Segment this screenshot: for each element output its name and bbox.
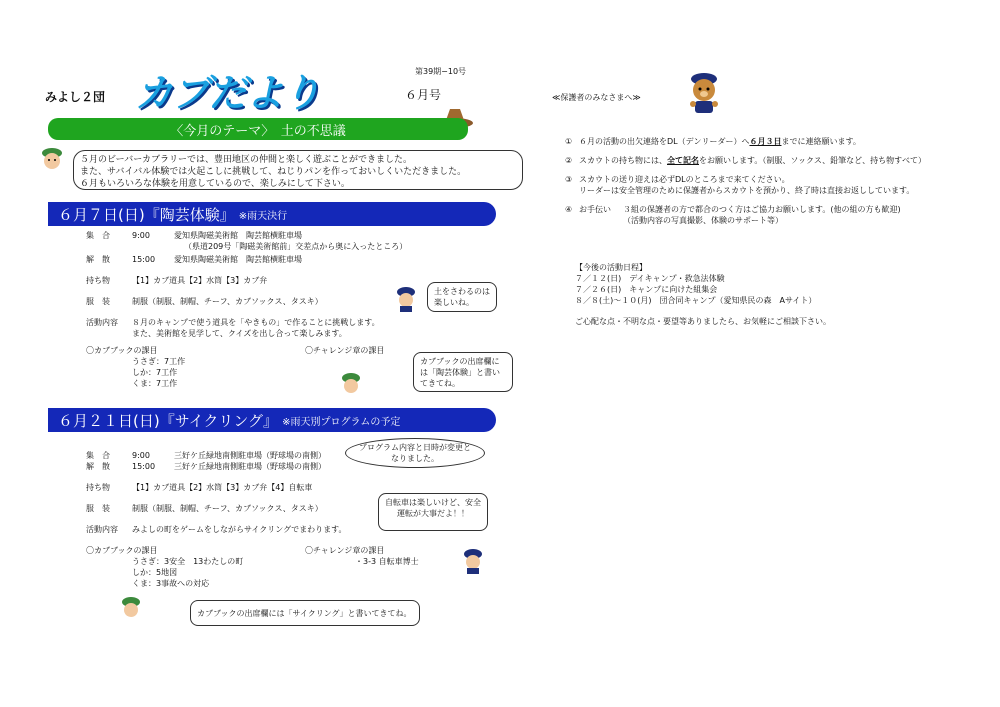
event2-banner bbox=[48, 408, 496, 432]
event2-note: ※雨天別プログラムの予定 bbox=[282, 416, 401, 428]
activity-value: ８月のキャンプで使う道具を「やきもの」で作ることに挑戦します。 bbox=[132, 318, 380, 327]
event1-note: ※雨天決行 bbox=[238, 210, 288, 222]
intro-line: ６月もいろいろな体験を用意しているので、楽しみにして下さい。 bbox=[80, 179, 350, 189]
intro-bubble bbox=[73, 150, 523, 190]
event1-banner bbox=[48, 202, 496, 226]
cubbook-label: 〇カブブックの課目 bbox=[86, 546, 158, 555]
gather-place: 愛知県陶磁美術館 陶芸館横駐車場 bbox=[174, 231, 302, 240]
contact-note: ご心配な点・不明な点・要望等ありましたら、お気軽にご相談下さい。 bbox=[575, 317, 831, 326]
intro-line: ５月のビーバーカブラリーでは、豊田地区の仲間と楽しく遊ぶことができました。 bbox=[80, 155, 413, 165]
dismiss-place: 愛知県陶磁美術館 陶芸館横駐車場 bbox=[174, 255, 302, 264]
note-label: お手伝い bbox=[579, 205, 611, 214]
schedule bbox=[575, 262, 831, 327]
note-emphasis: 全て記名 bbox=[667, 156, 699, 165]
schedule-item: ７／１２(日) デイキャンプ・救急法体験 bbox=[575, 274, 725, 283]
note-text: ６月の活動の出欠連絡をDL（デンリーダー）へ bbox=[579, 137, 750, 146]
note-text: スカウトの送り迎えは必ずDLのところまで来てください。 bbox=[579, 175, 790, 184]
scout-avatar-icon bbox=[462, 548, 484, 574]
dismiss-time: 15:00 bbox=[132, 462, 156, 471]
items-label: 持ち物 bbox=[86, 276, 110, 285]
items-value: 【1】カブ道具【2】水筒【3】カブ弁【4】自転車 bbox=[132, 483, 313, 492]
cubbook-item: うさぎ：3安全 13わたしの町 bbox=[132, 557, 244, 566]
scout-avatar-icon bbox=[340, 372, 362, 398]
activity-value: また、美術館を見学して、クイズを出し合って楽しみます。 bbox=[132, 329, 347, 338]
gather-place: 三好ケ丘緑地南側駐車場（野球場の南側） bbox=[174, 451, 326, 460]
event1-challenge-label: 〇チャレンジ章の課目 bbox=[305, 346, 385, 355]
clothes-label: 服 装 bbox=[86, 504, 110, 513]
gather-label: 集 合 bbox=[86, 451, 110, 460]
note-number: ② bbox=[565, 156, 573, 165]
cubbook-label: 〇カブブックの課目 bbox=[86, 346, 158, 355]
cubbook-item: くま：7工作 bbox=[132, 379, 178, 388]
bubble-write-pottery: カブブックの出席欄には「陶芸体験」と書いてきてね。 bbox=[413, 352, 513, 392]
bubble-bike-safety: 自転車は楽しいけど、安全運転が大事だよ！！ bbox=[378, 493, 488, 531]
event2-details bbox=[86, 450, 426, 535]
gather-time: 9:00 bbox=[132, 451, 150, 460]
event1-details bbox=[86, 230, 446, 339]
bear-mascot-icon bbox=[685, 72, 723, 118]
gather-label: 集 合 bbox=[86, 231, 110, 240]
note-number: ④ bbox=[565, 205, 573, 214]
note-text: （活動内容の写真撮影、体験のサポート等） bbox=[623, 216, 783, 225]
gather-place-note: （県道209号「陶磁美術館前」交差点から奥に入ったところ） bbox=[184, 242, 408, 251]
activity-value: みよしの町をゲームをしながらサイクリングでまわります。 bbox=[132, 525, 347, 534]
items-value: 【1】カブ道具【2】水筒【3】カブ弁 bbox=[132, 276, 268, 285]
change-notice-cloud: プログラム内容と日時が変更となりました。 bbox=[345, 438, 485, 468]
items-label: 持ち物 bbox=[86, 483, 110, 492]
activity-label: 活動内容 bbox=[86, 318, 118, 327]
note-text: リーダーは安全管理のために保護者からスカウトを預かり、終了時は直接お返ししています。 bbox=[579, 186, 915, 195]
cubbook-item: うさぎ：7工作 bbox=[132, 357, 186, 366]
dismiss-label: 解 散 bbox=[86, 255, 110, 264]
dismiss-place: 三好ケ丘緑地南側駐車場（野球場の南側） bbox=[174, 462, 326, 471]
group-name: みよし２団 bbox=[45, 90, 106, 104]
bubble-soil: 土をさわるのは楽しいね。 bbox=[427, 282, 497, 312]
note-number: ① bbox=[565, 137, 573, 146]
activity-label: 活動内容 bbox=[86, 525, 118, 534]
note-number: ③ bbox=[565, 175, 573, 184]
event2-title: ６月２１日(日)『サイクリング』 bbox=[58, 411, 279, 430]
scout-avatar-icon bbox=[40, 146, 64, 174]
schedule-item: ８／８(土)〜１０(月) 団合同キャンプ（愛知県民の森 Aサイト） bbox=[575, 296, 817, 305]
schedule-heading: 【今後の活動日程】 bbox=[575, 263, 647, 272]
dismiss-time: 15:00 bbox=[132, 255, 156, 264]
cubbook-item: くま：3事故への対応 bbox=[132, 579, 210, 588]
note-text: までに連絡願います。 bbox=[781, 137, 861, 146]
note-text: をお願いします。（制服、ソックス、鉛筆など、持ち物すべて） bbox=[699, 156, 926, 165]
event1-title: ６月７日(日)『陶芸体験』 bbox=[58, 205, 235, 224]
event1-cubbook bbox=[86, 345, 185, 389]
note-text: スカウトの持ち物には、 bbox=[579, 156, 667, 165]
cubbook-item: しか：7工作 bbox=[132, 368, 178, 377]
gather-time: 9:00 bbox=[132, 231, 150, 240]
theme-banner: 〈今月のテーマ〉 土の不思議 bbox=[48, 118, 468, 140]
intro-line: また、サバイバル体験では火起こしに挑戦して、ねじりパンを作っておいしくいただきました。 bbox=[80, 167, 467, 177]
event2-challenge bbox=[305, 545, 419, 567]
schedule-item: ７／２６(日) キャンプに向けた組集会 bbox=[575, 285, 718, 294]
scout-avatar-icon bbox=[395, 286, 417, 312]
newsletter-logo: カブだより bbox=[135, 71, 321, 115]
clothes-value: 制服（制服、制帽、チーフ、カブソックス、タスキ） bbox=[132, 504, 323, 513]
parents-heading: ≪保護者のみなさまへ≫ bbox=[552, 93, 641, 102]
parents-notes bbox=[565, 136, 985, 226]
note-text: ３組の保護者の方で都合のつく方はご協力お願いします。(他の組の方も歓迎) bbox=[623, 205, 901, 214]
issue-number: 第39期−10号 bbox=[415, 67, 467, 76]
scout-avatar-icon bbox=[120, 596, 142, 622]
challenge-item: ・3-3 自転車博士 bbox=[355, 557, 419, 566]
dismiss-label: 解 散 bbox=[86, 462, 110, 471]
event2-cubbook bbox=[86, 545, 243, 589]
bubble-write-cycling: カブブックの出席欄には「サイクリング」と書いてきてね。 bbox=[190, 600, 420, 626]
note-deadline: ６月３日 bbox=[749, 137, 782, 146]
month-label: ６月号 bbox=[405, 88, 442, 102]
challenge-label: 〇チャレンジ章の課目 bbox=[305, 546, 385, 555]
clothes-label: 服 装 bbox=[86, 297, 110, 306]
clothes-value: 制服（制服、制帽、チーフ、カブソックス、タスキ） bbox=[132, 297, 323, 306]
cubbook-item: しか：5地図 bbox=[132, 568, 178, 577]
